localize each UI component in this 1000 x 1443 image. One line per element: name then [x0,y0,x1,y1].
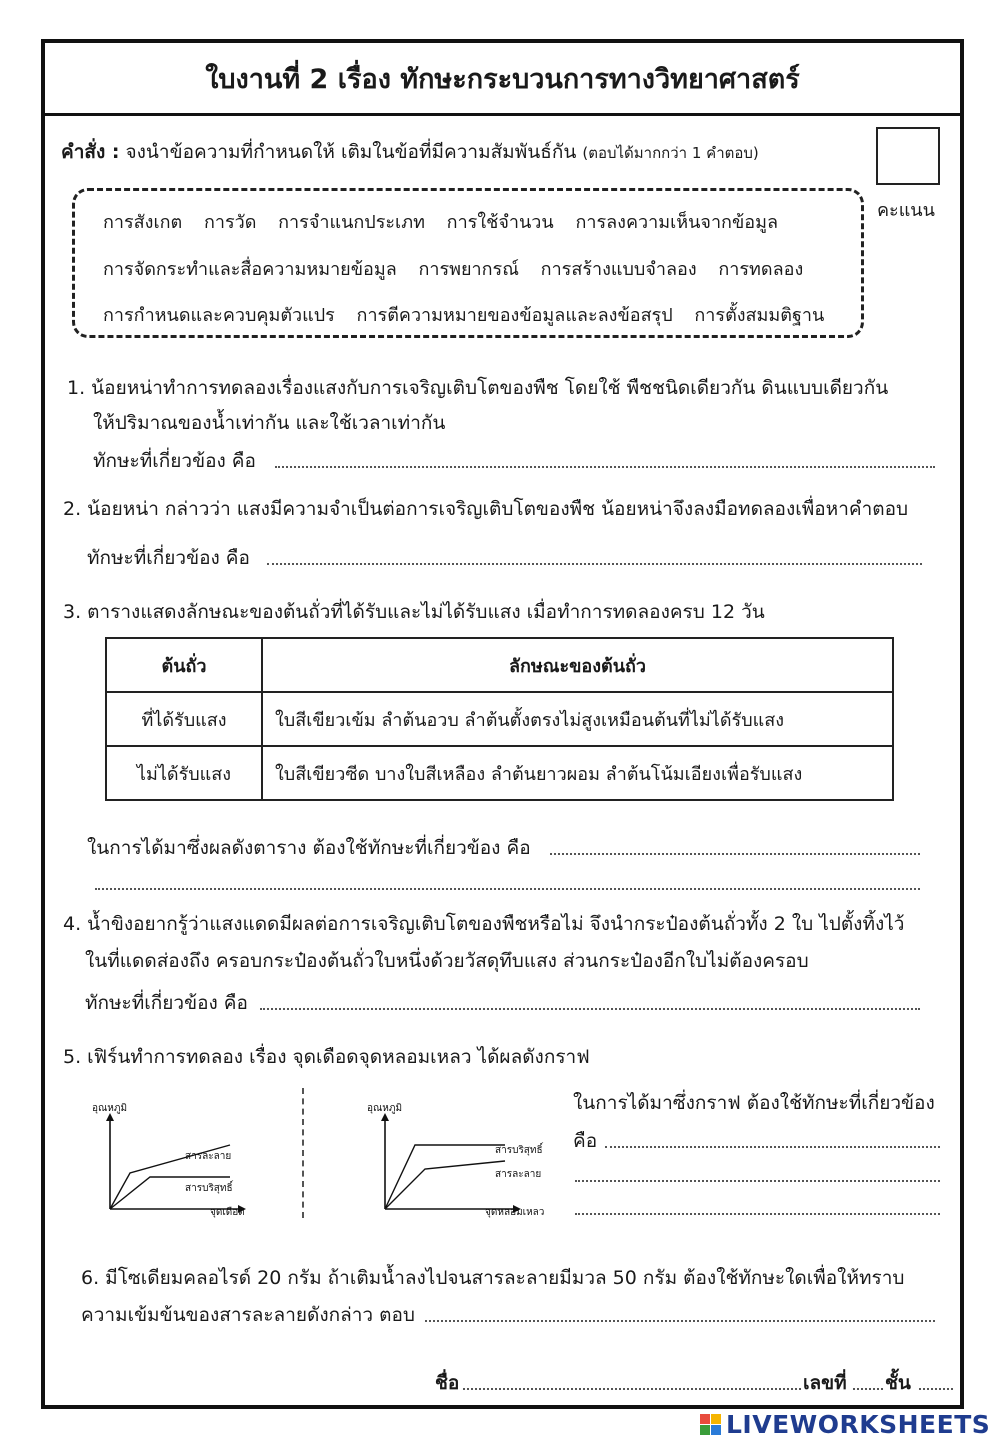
instruction-label: คำสั่ง : [61,141,120,163]
table-row [106,692,893,746]
instruction [61,137,759,167]
score-label: คะแนน [877,200,935,221]
q5-answer-field-3[interactable] [575,1213,940,1215]
q5-answer-label-2: คือ [573,1130,598,1152]
q3-answer-field[interactable] [550,853,920,855]
q6-answer-field[interactable] [425,1320,935,1322]
instruction-text: จงนำข้อความที่กำหนดให้ เติมในข้อที่มีความสัมพันธ์กัน [125,141,577,163]
table-cell: ใบสีเขียวเข้ม ลำต้นอวบ ลำต้นตั้งตรงไม่สูงเหมือนต้นที่ไม่ได้รับแสง [262,692,893,746]
word-bank-row [103,300,840,329]
word-inference: การลงความเห็นจากข้อมูล [575,212,778,233]
q2-line1: 2. น้อยหน่า กล่าวว่า แสงมีความจำเป็นต่อการเจริญเติบโตของพืช น้อยหน่าจึงลงมือทดลองเพื่อหาคำตอบ [63,498,909,520]
q5-answer-label: ในการได้มาซึ่งกราฟ ต้องใช้ทักษะที่เกี่ยวข้อง [573,1092,935,1114]
q2-answer-label: ทักษะที่เกี่ยวข้อง คือ [87,547,250,569]
table-cell: ใบสีเขียวซีด บางใบสีเหลือง ลำต้นยาวผอม ลำต้นโน้มเอียงเพื่อรับแสง [262,746,893,800]
table-header: ลักษณะของต้นถั่ว [262,638,893,692]
q1-line2: ให้ปริมาณของน้ำเท่ากัน และใช้เวลาเท่ากัน [93,412,446,434]
q3-answer-label: ในการได้มาซึ่งผลดังตาราง ต้องใช้ทักษะที่เกี่ยวข้อง คือ [87,837,531,859]
q3-answer-field-2[interactable] [95,888,920,890]
series-label-1: สารละลาย [185,1151,232,1162]
series-line-1 [385,1145,505,1209]
q1-answer-field[interactable] [275,466,935,468]
word-observation: การสังเกต [103,212,183,233]
q1-answer-label: ทักษะที่เกี่ยวข้อง คือ [93,450,256,472]
number-label: เลขที่ [803,1372,847,1394]
class-field[interactable] [919,1388,953,1390]
brand-text: LIVEWORKSHEETS [726,1410,991,1439]
worksheet-title: ใบงานที่ 2 เรื่อง ทักษะกระบวนการทางวิทยาศาสตร์ [45,43,960,116]
y-axis-arrow [381,1113,389,1121]
series-label-2: สารบริสุทธิ์ [185,1183,233,1194]
brand-logo [700,1410,990,1439]
melting-point-graph [335,1085,565,1225]
liveworksheets-icon [700,1414,722,1436]
q4-answer-label: ทักษะที่เกี่ยวข้อง คือ [85,992,248,1014]
table-row [106,746,893,800]
series-line-2 [385,1161,505,1209]
y-axis-arrow [106,1113,114,1121]
q4-line1: 4. น้ำขิงอยากรู้ว่าแสงแดดมีผลต่อการเจริญเติบโตของพืชหรือไม่ จึงนำกระป๋องต้นถั่วทั้ง 2 ใบ ไปตั้งทิ้งไว้ [63,913,905,935]
graph-divider [302,1088,304,1218]
q4-answer-field[interactable] [260,1008,920,1010]
q2-answer-field[interactable] [267,563,922,565]
word-bank-row [103,254,819,283]
name-label: ชื่อ [435,1372,460,1394]
bean-table [105,637,894,801]
table-header: ต้นถั่ว [106,638,262,692]
class-label: ชั้น [885,1372,911,1394]
series-label-1: สารบริสุทธิ์ [495,1145,543,1156]
word-classification: การจำแนกประเภท [278,212,425,233]
x-axis-label: จุดเดือด [210,1207,245,1218]
name-field[interactable] [463,1388,801,1390]
word-prediction: การพยากรณ์ [418,259,519,280]
instruction-note: (ตอบได้มากกว่า 1 คำตอบ) [582,144,759,162]
word-communicating-data: การจัดกระทำและสื่อความหมายข้อมูล [103,259,397,280]
q4-line2: ในที่แดดส่องถึง ครอบกระป๋องต้นถั่วใบหนึ่งด้วยวัสดุทึบแสง ส่วนกระป๋องอีกใบไม่ต้องครอบ [85,950,809,972]
table-cell: ไม่ได้รับแสง [106,746,262,800]
word-bank [72,188,864,338]
word-using-numbers: การใช้จำนวน [446,212,554,233]
table-cell: ที่ได้รับแสง [106,692,262,746]
score-box[interactable] [876,127,940,185]
q5-answer-field-2[interactable] [575,1180,940,1182]
word-controlling-variables: การกำหนดและควบคุมตัวแปร [103,305,335,326]
q5-line1: 5. เฟิร์นทำการทดลอง เรื่อง จุดเดือดจุดหลอมเหลว ได้ผลดังกราฟ [63,1046,590,1068]
q5-answer-field[interactable] [605,1146,940,1148]
table-header-row [106,638,893,692]
worksheet-frame [41,39,964,1409]
q3-line1: 3. ตารางแสดงลักษณะของต้นถั่วที่ได้รับและไม่ได้รับแสง เมื่อทำการทดลองครบ 12 วัน [63,601,765,623]
q1-line1: 1. น้อยหน่าทำการทดลองเรื่องแสงกับการเจริญเติบโตของพืช โดยใช้ พืชชนิดเดียวกัน ดินแบบเดียวกัน [67,377,889,399]
word-measurement: การวัด [203,212,257,233]
y-axis-label: อุณหภูมิ [92,1103,128,1114]
x-axis-label: จุดหลอมเหลว [485,1207,545,1218]
word-experimenting: การทดลอง [718,259,804,280]
number-field[interactable] [853,1388,883,1390]
q6-line1: 6. มีโซเดียมคลอไรด์ 20 กรัม ถ้าเติมน้ำลงไปจนสารละลายมีมวล 50 กรัม ต้องใช้ทักษะใดเพื่อให้ทราบ [81,1267,905,1289]
word-bank-row [103,207,794,236]
word-hypothesis: การตั้งสมมติฐาน [694,305,825,326]
y-axis-label: อุณหภูมิ [367,1103,403,1114]
series-label-2: สารละลาย [495,1169,542,1180]
q6-line2: ความเข้มข้นของสารละลายดังกล่าว ตอบ [81,1304,415,1326]
word-modeling: การสร้างแบบจำลอง [540,259,697,280]
boiling-point-graph [70,1085,270,1225]
word-interpreting-data: การตีความหมายของข้อมูลและลงข้อสรุป [356,305,673,326]
